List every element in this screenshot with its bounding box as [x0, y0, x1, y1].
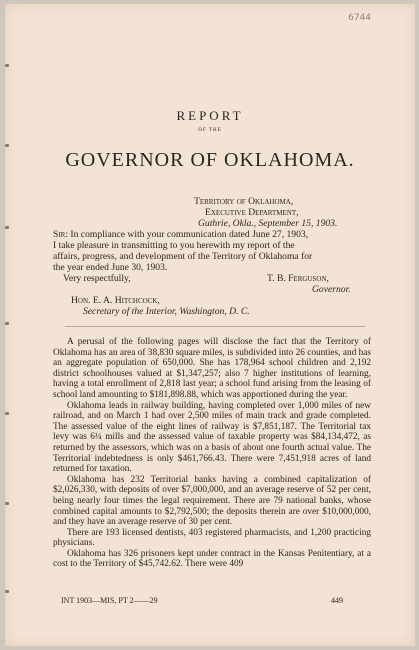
pencil-annotation: 6744 [348, 13, 371, 23]
report-heading: REPORT [176, 108, 244, 123]
signature-mark: INT 1903—MIS, PT 2——29 [61, 596, 158, 605]
governor-heading: GOVERNOR OF OKLAHOMA. [65, 149, 355, 171]
letter-body-line-3: affairs, progress, and development of the Territory of Oklahoma for [53, 251, 313, 262]
paragraph: Oklahoma has 232 Territorial banks having a combined capitalization of $2,026,330, with deposits of over $7,000,000, and an average reserve of 52 per cent, being nearly four times the legal requirement. There are 79 national banks, whose combined capital amounts to $2,792,500; the deposits therein are over $10,000,000, and they have an average reserve of 30 per cent. [53, 474, 371, 528]
letter-body-line-1: In compliance with your communication dated June 27, 1903, [70, 229, 309, 240]
letter-body-line-4: the year ended June 30, 1903. [53, 262, 168, 273]
sir-salutation: Sir: [53, 229, 69, 240]
letter-closing: Very respectfully, [63, 273, 131, 284]
paragraph: There are 193 licensed dentists, 403 registered pharmacists, and 1,200 practicing physicians. [53, 527, 371, 549]
page-number: 449 [331, 596, 343, 605]
letter-signer: T. B. Ferguson, [267, 273, 329, 284]
letter-recipient-title: Secretary of the Interior, Washington, D. C. [83, 306, 250, 317]
letter-department: Executive Department, [205, 207, 299, 218]
letter-territory: Territory of Oklahoma, [194, 196, 294, 207]
paragraph: Oklahoma leads in railway building, having completed over 1,000 miles of new railroad, and on March 1 had over 2,500 miles of main track and grade completed. The assessed value of the eight lines of railway is $7,851,187. The Territorial tax levy was 6¼ mills and the assessed value of taxable property was $84,134,472, as returned by the assessors, which was on a basis of about one fourth actual value. The Territorial indebtedness is only $461,766.43. There were 7,451,918 acres of land returned for taxation. [53, 400, 371, 475]
of-the-heading: OF THE [198, 128, 222, 133]
letter-signer-title: Governor. [312, 284, 351, 295]
letter-place-date: Guthrie, Okla., September 15, 1903. [198, 218, 338, 229]
letter-first-line [53, 229, 308, 240]
paragraph: A perusal of the following pages will disclose the fact that the Territory of Oklahoma has an area of 38,830 square miles, is subdivided into 26 counties, and has an aggregate population of 650,000. She has 178,964 school children and 2,192 district schoolhouses valued at $1,347,257; also 7 higher institutions of learning, having a total enrollment of 2,818 last year; a school fund arising from the leasing of school land amounting to $181,898.88, which was apportioned during the year. [53, 337, 371, 400]
section-divider [65, 326, 365, 327]
document-page [5, 4, 415, 646]
report-body [53, 337, 371, 570]
paragraph: Oklahoma has 326 prisoners kept under contract in the Kansas Penitentiary, at a cost to the Territory of $45,742.62. There were 409 [53, 548, 371, 570]
letter-body-line-2: I take pleasure in transmitting to you herewith my report of the [53, 240, 295, 251]
letter-recipient: Hon. E. A. Hitchcock, [71, 295, 160, 306]
